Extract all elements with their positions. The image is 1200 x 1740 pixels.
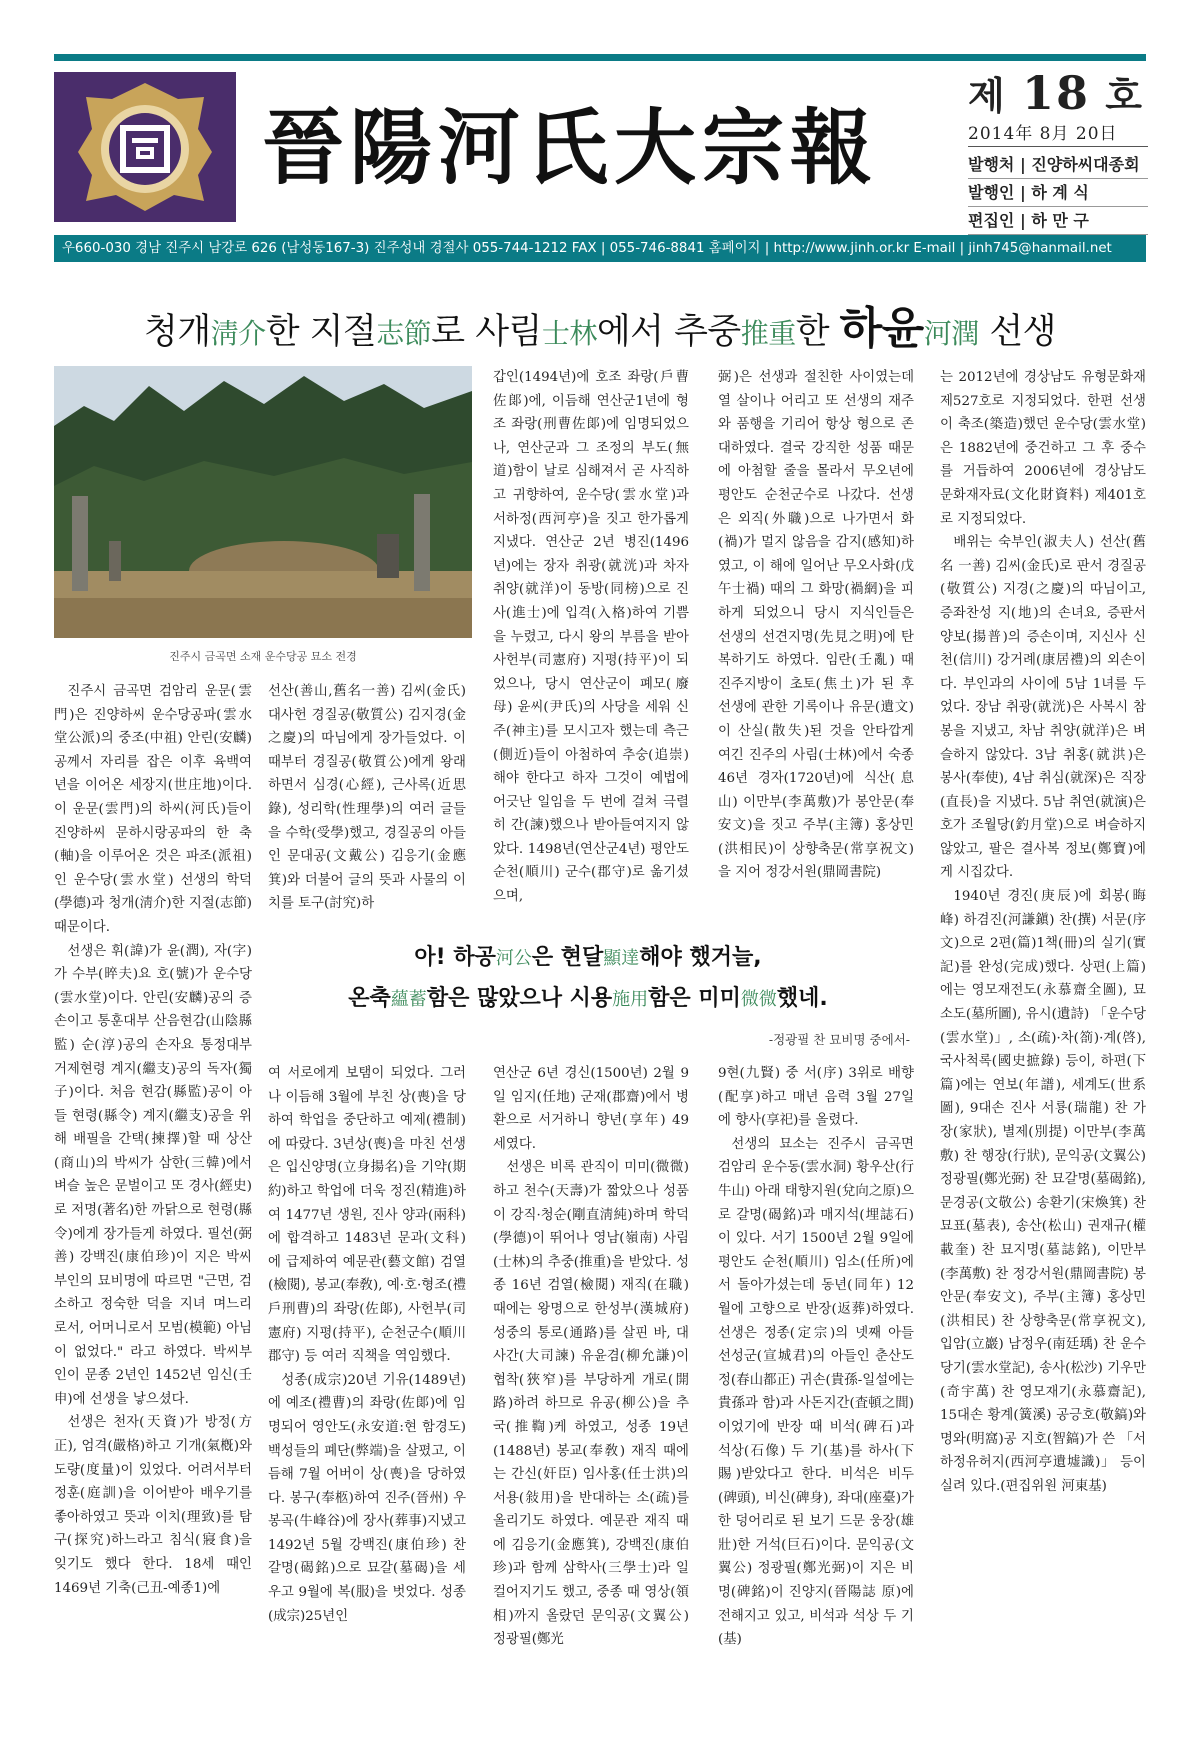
article-column-3-top xyxy=(493,366,689,930)
editor-row: 편집인 | 하 만 구 xyxy=(968,207,1148,235)
paragraph: 선생은 비록 관직이 미미(微微)하고 천수(天壽)가 짧았으나 성품이 강직·청순(剛直淸純)하며 학덕(學德)이 뛰어나 영남(嶺南) 사림(士林)의 추중(推重)을 받았다. 성종 16년 검열(檢閱) 재직(在職) 때에는 왕명으로 한성부(漢城府) 성중의 통로(通路)를 살핀 바, 대사간(大司諫) 유윤겸(柳允謙)이 협착(狹窄)를 부당하게 개로(開路)하려 하므로 유공(柳公)을 추국(推鞫)케 하였고, 성종 19년(1488년) 봉교(奉敎) 재직 때에는 간신(奸臣) 임사홍(任士洪)의 서용(敍用)을 반대하는 소(疏)를 올리기도 하였다. 예문관 재직 때에 김응기(金應箕), 강백진(康伯珍)과 함께 삼학사(三學士)라 일컬어지기도 했고, 중종 때 영상(領相)까지 올랐던 문익공(文翼公) 정광필(鄭光 xyxy=(493,1160,689,1648)
paragraph: 진주시 금곡면 검암리 운문(雲門)은 진양하씨 운수당공파(雲水堂公派)의 중조(中祖) 안린(安麟)공께서 자리를 잡은 이후 육백여년을 이어온 세장지(世庄地)이다. 이 운문(雲門)의 하씨(河氏)들이 진양하씨 문하시랑공파의 한 축(軸)을 이루어온 것은 파조(派祖)인 운수당(雲水堂) 선생의 학덕(學德)과 청개(淸介)한 지절(志節) 때문이다. xyxy=(54,684,252,935)
paragraph: 여 서로에게 보탬이 되었다. 그러나 이듬해 3월에 부친 상(喪)을 당하여 학업을 중단하고 예제(禮制)에 따랐다. 3년상(喪)을 마친 선생은 입신양명(立身揚名)을 기약(期約)하고 학업에 더욱 정진(精進)하여 1477년 생원, 진사 양과(兩科)에 합격하고 1483년 문과(文科)에 급제하여 예문관(藝文館) 검열(檢閱), 봉교(奉敎), 예·호·형조(禮戶刑曹)의 좌랑(佐郞), 사헌부(司憲府) 지평(持平), 순천군수(順川郡守) 등 여러 직책을 역임했다. xyxy=(268,1066,466,1365)
publisher-row: 발행처 | 진양하씨대종회 xyxy=(968,151,1148,179)
paragraph: 선생은 천자(天資)가 방정(方正), 엄격(嚴格)하고 기개(氣槪)와 도량(度量)이 있었다. 어려서부터 정훈(庭訓)을 이어받아 배우기를 좋아하였고 뜻과 이치(理致)를 탐구(探究)하느라고 침식(寢食)을 잊기도 했다 한다. 18세 때인 1469년 기축(己丑-예종1)에 xyxy=(54,1415,252,1596)
article-column-2-top xyxy=(268,680,466,930)
family-seal-logo xyxy=(54,72,236,222)
paragraph: 선산(善山,舊名一善) 김씨(金氏) 대사헌 경질공(敬質公) 김지경(金之慶)의 따님에게 장가들었다. 이때부터 경질공(敬質公)에게 왕래하면서 심경(心經), 근사록(近思錄), 성리학(性理學)의 여러 글들을 수학(受學)했고, 경질공의 아들인 문대공(文戴公) 김응기(金應箕)와 더불어 글의 뜻과 사물의 이치를 토구(討究)하 xyxy=(268,684,466,912)
paragraph: 배위는 숙부인(淑夫人) 선산(舊名 一善) 김씨(金氏)로 판서 경질공(敬質公) 지경(之慶)의 따님이고, 증좌찬성 지(地)의 손녀요, 증판서 양보(揚普)의 증손이며, 지신사 신천(信川) 강거례(康居禮)의 외손이다. 부인과의 사이에 5남 1녀를 두었다. 장남 취광(就洸)은 사복시 참봉을 지냈고, 차남 취양(就洋)은 벼슬하지 않았다. 3남 취홍(就洪)은 봉사(奉使), 4남 취심(就深)은 직장(直長)을 지냈다. 5남 취연(就演)은 호가 조월당(釣月堂)으로 벼슬하지 않았고, 팔은 결사복 정보(鄭寶)에게 시집갔다. xyxy=(940,535,1146,881)
paragraph: 성종(成宗)20년 기유(1489년)에 예조(禮曹)의 좌랑(佐郞)에 임명되어 영안도(永安道:현 함경도) 백성들의 폐단(弊端)을 살폈고, 이듬해 7월 어버이 상(喪)을 당하였다. 봉구(奉柩)하여 진주(晉州) 우봉곡(牛峰谷)에 장사(葬事)지냈고 1492년 5월 강백진(康伯珍) 찬 갈명(碣銘)으로 묘갈(墓碣)을 세우고 9월에 복(服)을 벗었다. 성종(成宗)25년인 xyxy=(268,1372,466,1624)
seal-emblem-icon xyxy=(70,77,220,217)
article-column-1 xyxy=(54,680,252,1710)
paragraph: 연산군 6년 경신(1500년) 2월 9일 임지(任地) 군재(郡齋)에서 병환으로 서거하니 향년(享年) 49세였다. xyxy=(493,1066,689,1152)
paragraph: 弼)은 선생과 절친한 사이였는데 열 살이나 어리고 또 선생의 재주와 품행을 기리어 항상 형으로 존대하였다. 결국 강직한 성품 때문에 아첨할 줄을 몰라서 무오년에 평안도 순천군수로 나갔다. 선생은 외직(外職)으로 나가면서 화(禍)가 멀지 않음을 감지(感知)하였고, 이 해에 일어난 무오사화(戊午士禍) 때의 그 화망(禍網)을 피하게 되었으니 당시 지식인들은 선생의 선견지명(先見之明)에 탄복하기도 하였다. 임란(壬亂) 때 진주지방이 초토(焦土)가 된 후 선생에 관한 기록이나 유문(遺文)이 산실(散失)된 것을 안타깝게 여긴 진주의 사림(士林)에서 숙종 46년 경자(1720년)에 식산(息山) 이만부(李萬敷)가 봉안문(奉安文)을 짓고 주부(主簿) 홍상민(洪相民)이 상향축문(常享祝文)을 지어 정강서원(鼎岡書院) xyxy=(718,370,914,881)
address-bar: 우660-030 경남 진주시 남강로 626 (남성동167-3) 진주성내 경절사 055-744-1212 FAX | 055-746-8841 홈페이지 | http://www.jinh.or.kr E-mail | jinh745@hanmail.net xyxy=(54,235,1146,262)
top-rule xyxy=(54,54,1146,61)
article-column-4-top xyxy=(718,366,914,930)
tomb-photo xyxy=(54,366,472,638)
issue-info xyxy=(968,66,1148,235)
paragraph: 9현(九賢) 중 서(序) 3위로 배향(配享)하고 매년 음력 3월 27일에 향사(享祀)를 올렸다. xyxy=(718,1066,914,1129)
article-column-3-bottom xyxy=(493,1062,689,1710)
paragraph: 갑인(1494년)에 호조 좌랑(戶曹佐郞)에, 이듬해 연산군1년에 형조 좌랑(刑曹佐郞)에 임명되었으나, 연산군과 그 조정의 부도(無道)함이 날로 심해져서 곧 사직하고 귀향하여, 운수당(雲水堂)과 서하정(西河亭)을 짓고 한가롭게 지냈다. 연산군 2년 병진(1496년)에는 장자 취광(就洸)과 차자 취양(就洋)이 동방(同榜)으로 진사(進士)에 입격(入格)하여 기쁨을 누렸고, 다시 왕의 부름을 받아 사헌부(司憲府) 지평(持平)이 되었으나, 당시 연산군이 폐모(廢母) 윤씨(尹氏)의 사당을 세워 신주(神主)를 모시고자 했는데 측근(側近)들이 아첨하여 추숭(追崇)해야 한다고 하자 그것이 예법에 어긋난 일임을 두 번에 걸쳐 극렬히 간(諫)했으나 받아들여지지 않았다. 1498년(연산군4년) 평안도 순천(順川) 군수(郡守)로 옮기셨으며, xyxy=(493,370,689,905)
issue-date: 2014年 8月 20日 xyxy=(968,119,1148,147)
article-headline: 청개淸介한 지절志節로 사림士林에서 추중推重한 하윤河潤 선생 xyxy=(144,303,1056,354)
issue-number: 제 18 호 xyxy=(968,66,1144,120)
quote-source: -정광필 찬 묘비명 중에서- xyxy=(768,1032,910,1047)
article-column-2-bottom xyxy=(268,1062,466,1710)
article-column-4-bottom xyxy=(718,1062,914,1710)
photo-caption: 진주시 금곡면 소재 운수당공 묘소 전경 xyxy=(169,650,357,663)
article-column-5 xyxy=(940,366,1146,1710)
paragraph: 1940년 경진(庚辰)에 회봉(晦峰) 하겸진(河謙鎭) 찬(撰) 서문(序文)으로 2편(篇)1책(冊)의 실기(實記)를 완성(完成)했다. 상편(上篇)에는 영모재전도(永慕齋全圖), 묘소도(墓所圖), 유시(遺詩) 「운수당(雲水堂)」, 소(疏)·차(箚)·계(啓), 국사척록(國史摭錄) 등이, 하편(下篇)에는 연보(年譜), 세계도(世系圖), 9대손 진사 서룡(瑞龍) 찬 가장(家狀), 별제(別提) 이만부(李萬敷) 찬 행장(行狀), 문익공(文翼公) 정광필(鄭光弼) 찬 묘갈명(墓碣銘), 문경공(文敬公) 송환기(宋煥箕) 찬 묘표(墓表), 송산(松山) 권재규(權載奎) 찬 묘지명(墓誌銘), 이만부(李萬敷) 찬 정강서원(鼎岡書院) 봉안문(奉安文), 주부(主簿) 홍상민(洪相民) 찬 상향축문(常享祝文), 입암(立巖) 남정우(南廷瑀) 찬 운수당기(雲水堂記), 송사(松沙) 기우만(奇宇萬) 찬 영모재기(永慕齋記), 15대손 황계(簧溪) 공긍호(敬鎬)와 명와(明窩)공 지호(智鎬)가 쓴 「서하정유허지(西河亭遺墟識)」 등이 실려 있다.(편집위원 河東基) xyxy=(940,889,1146,1494)
paragraph: 선생의 묘소는 진주시 금곡면 검암리 운수동(雲水洞) 황우산(行牛山) 아래 태향지원(兌向之原)으로 갈명(碣銘)과 매지석(埋誌石)이 있다. 서기 1500년 2월 9일에 평안도 순천(順川) 임소(任所)에서 돌아가셨는데 동년(同年) 12월에 고향으로 반장(返葬)하였다. 선생은 정종(定宗)의 넷째 아들 선성군(宣城君)의 아들인 춘산도정(春山都正) 귀손(貴孫-일설에는 貴孫과 함)과 사돈지간(査頓之間)이었기에 반장 때 비석(碑石)과 석상(石像) 두 기(基)를 하사(下賜)받았다고 한다. 비석은 비두(碑頭), 비신(碑身), 좌대(座臺)가 한 덩어리로 된 보기 드문 웅장(雄壯)한 거석(巨石)이다. 문익공(文翼公) 정광필(鄭光弼)이 지은 비명(碑銘)이 진양지(晉陽誌 原)에 전해지고 있고, 비석과 석상 두 기(基) xyxy=(718,1136,914,1648)
paragraph: 는 2012년에 경상남도 유형문화재 제527호로 지정되었다. 한편 선생이 축조(築造)했던 운수당(雲水堂)은 1882년에 중건하고 그 후 중수를 거듭하여 2006년에 경상남도 문화재자료(文化財資料) 제401호로 지정되었다. xyxy=(940,370,1146,527)
issuer-row: 발행인 | 하 계 식 xyxy=(968,179,1148,207)
paragraph: 선생은 휘(諱)가 윤(潤), 자(字)가 수부(晬夫)요 호(號)가 운수당(雲水堂)이다. 안린(安麟)공의 증손이고 통훈대부 산음현감(山陰縣監) 순(淳)공의 손자요 통정대부 거제현령 계지(繼支)공의 독자(獨子)이다. 처음 현감(縣監)공이 아들 현령(縣令) 계지(繼支)공을 위해 배필을 간택(揀擇)할 때 상산(商山)의 박씨가 삼한(三韓)에서 벼슬 높은 문벌이고 또 경사(經史)로 저명(著名)한 까닭으로 현령(縣令)에게 장가들게 하였다. 필선(弼善) 강백진(康伯珍)이 지은 박씨부인의 묘비명에 따르면 "근면, 검소하고 정숙한 덕을 지녀 며느리로서, 어머니로서 모범(模範) 아님이 없었다." 라고 하였다. 박씨부인이 문종 2년인 1452년 임신(壬申)에 선생을 낳으셨다. xyxy=(54,943,252,1407)
epitaph-quote: 아! 하공河公은 현달顯達해야 했거늘, 온축蘊蓄함은 많았으나 시용施用함은 미미微微했네. xyxy=(348,945,828,1011)
newspaper-title: 晉陽河氏大宗報 xyxy=(262,100,879,196)
